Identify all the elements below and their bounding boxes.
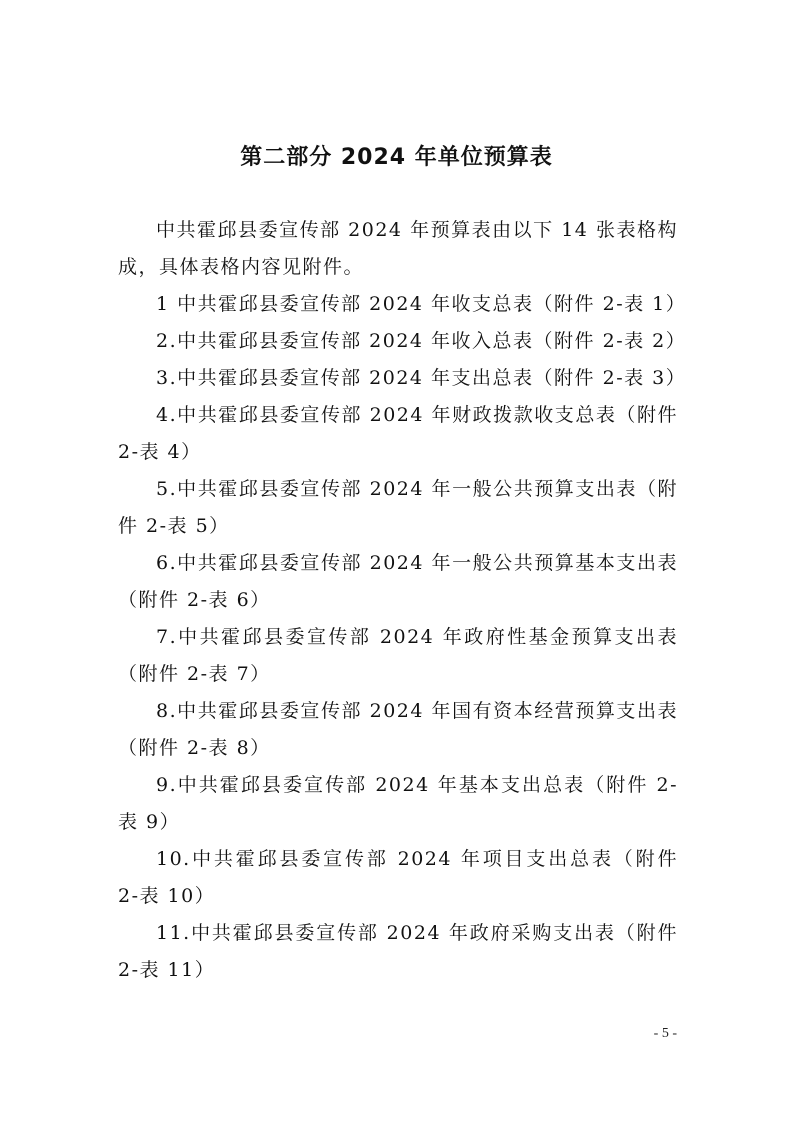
list-item-3: 3.中共霍邱县委宣传部 2024 年支出总表（附件 2-表 3） xyxy=(156,367,687,389)
list-item-10: 10.中共霍邱县委宣传部 2024 年项目支出总表（附件 2-表 10） xyxy=(118,848,678,907)
list-item-2: 2.中共霍邱县委宣传部 2024 年收入总表（附件 2-表 2） xyxy=(156,330,687,352)
document-body xyxy=(118,212,687,989)
list-item-1: 1 中共霍邱县委宣传部 2024 年收支总表（附件 2-表 1） xyxy=(156,293,687,315)
list-item-7: 7.中共霍邱县委宣传部 2024 年政府性基金预算支出表（附件 2-表 7） xyxy=(118,626,678,685)
page-title: 第二部分 2024 年单位预算表 xyxy=(240,145,553,170)
page-number: - 5 - xyxy=(653,1026,677,1041)
list-item-6: 6.中共霍邱县委宣传部 2024 年一般公共预算基本支出表（附件 2-表 6） xyxy=(118,552,678,611)
list-item-9: 9.中共霍邱县委宣传部 2024 年基本支出总表（附件 2-表 9） xyxy=(118,774,678,833)
list-item-8: 8.中共霍邱县委宣传部 2024 年国有资本经营预算支出表（附件 2-表 8） xyxy=(118,700,678,759)
list-item-4: 4.中共霍邱县委宣传部 2024 年财政拨款收支总表（附件 2-表 4） xyxy=(118,404,678,463)
list-item-5: 5.中共霍邱县委宣传部 2024 年一般公共预算支出表（附件 2-表 5） xyxy=(118,478,678,537)
list-item-11: 11.中共霍邱县委宣传部 2024 年政府采购支出表（附件 2-表 11） xyxy=(118,922,678,981)
intro-paragraph: 中共霍邱县委宣传部 2024 年预算表由以下 14 张表格构成，具体表格内容见附件。 xyxy=(118,219,678,278)
